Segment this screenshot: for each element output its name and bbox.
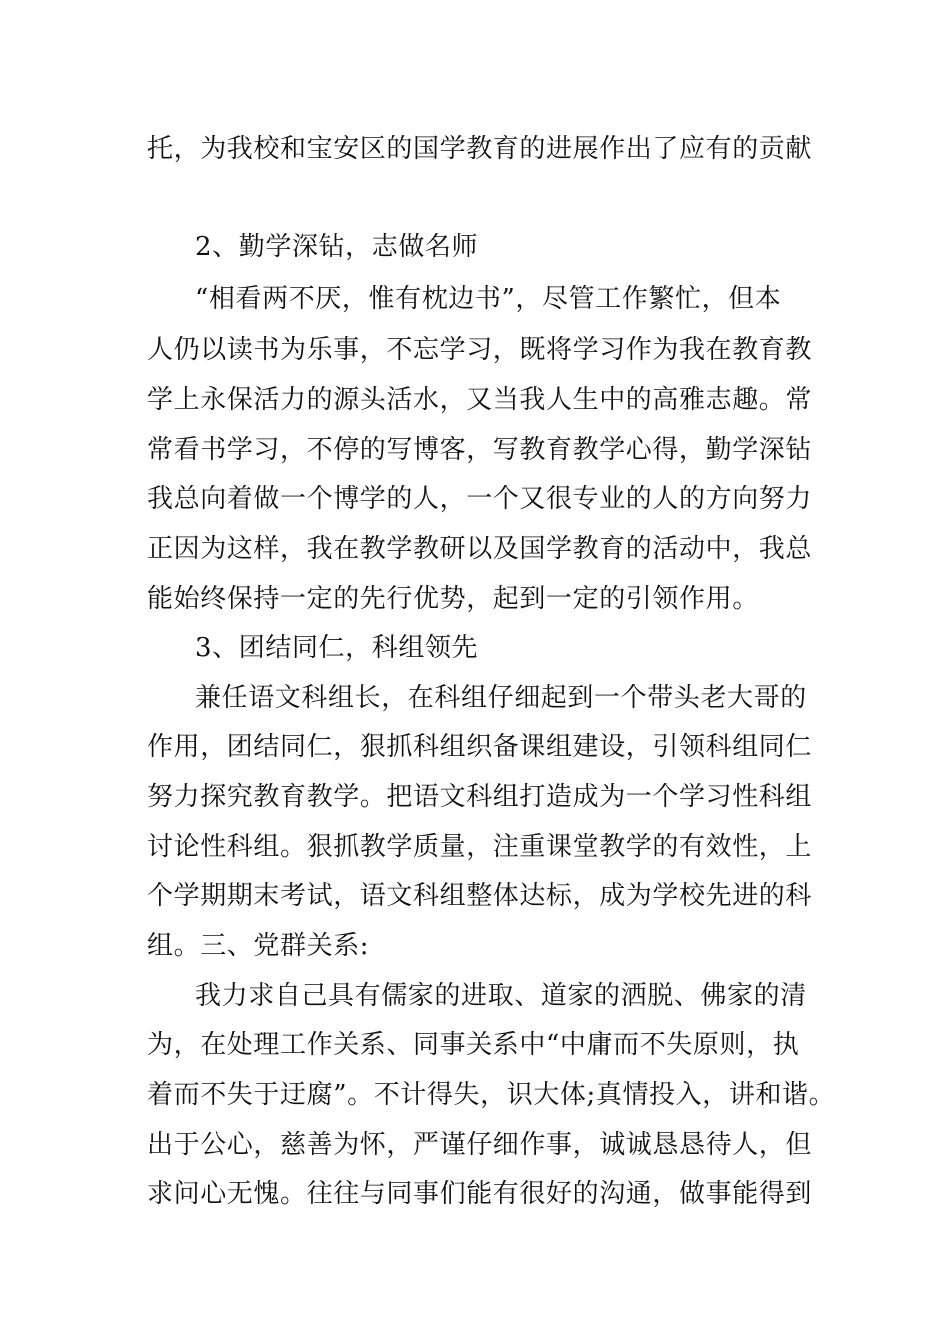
section-heading: 3、团结同仁，科组领先 xyxy=(195,633,479,663)
text-line: 常看书学习，不停的写博客，写教育教学心得，勤学深钻 xyxy=(147,435,813,465)
text-line: 出于公心，慈善为怀，严谨仔细作事，诚诚恳恳待人，但 xyxy=(147,1130,813,1160)
text-line: 为，在处理工作关系、同事关系中“中庸而不失原则，执 xyxy=(147,1030,800,1060)
text-line: 正因为这样，我在教学教研以及国学教育的活动中，我总 xyxy=(147,534,813,564)
section-heading: 2、勤学深钻，志做名师 xyxy=(195,232,479,262)
text-line: 我总向着做一个博学的人，一个又很专业的人的方向努力 xyxy=(147,484,813,514)
text-line: 作用，团结同仁，狠抓科组织备课组建设，引领科组同仁 xyxy=(147,732,813,762)
text-line: 能始终保持一定的先行优势，起到一定的引领作用。 xyxy=(147,584,759,614)
text-line: 努力探究教育教学。把语文科组打造成为一个学习性科组 xyxy=(147,782,813,812)
section-heading: 组。三、党群关系: xyxy=(147,931,370,961)
text-line: 兼任语文科组长，在科组仔细起到一个带头老大哥的 xyxy=(195,683,807,713)
text-line: 求问心无愧。往往与同事们能有很好的沟通，做事能得到 xyxy=(147,1179,813,1209)
text-line: 个学期期末考试，语文科组整体达标，成为学校先进的科 xyxy=(147,881,813,911)
text-line: 我力求自己具有儒家的进取、道家的洒脱、佛家的清 xyxy=(195,981,807,1011)
text-line: 托，为我校和宝安区的国学教育的进展作出了应有的贡献 xyxy=(147,134,813,164)
text-line: “相看两不厌，惟有枕边书”，尽管工作繁忙，但本 xyxy=(195,284,782,314)
text-line: 人仍以读书为乐事，不忘学习，既将学习作为我在教育教 xyxy=(147,335,813,365)
text-line: 学上永保活力的源头活水，又当我人生中的高雅志趣。常 xyxy=(147,385,813,415)
text-line: 讨论性科组。狠抓教学质量，注重课堂教学的有效性，上 xyxy=(147,832,813,862)
text-line: 着而不失于迂腐”。不计得失，识大体;真情投入，讲和谐。 xyxy=(147,1080,836,1110)
